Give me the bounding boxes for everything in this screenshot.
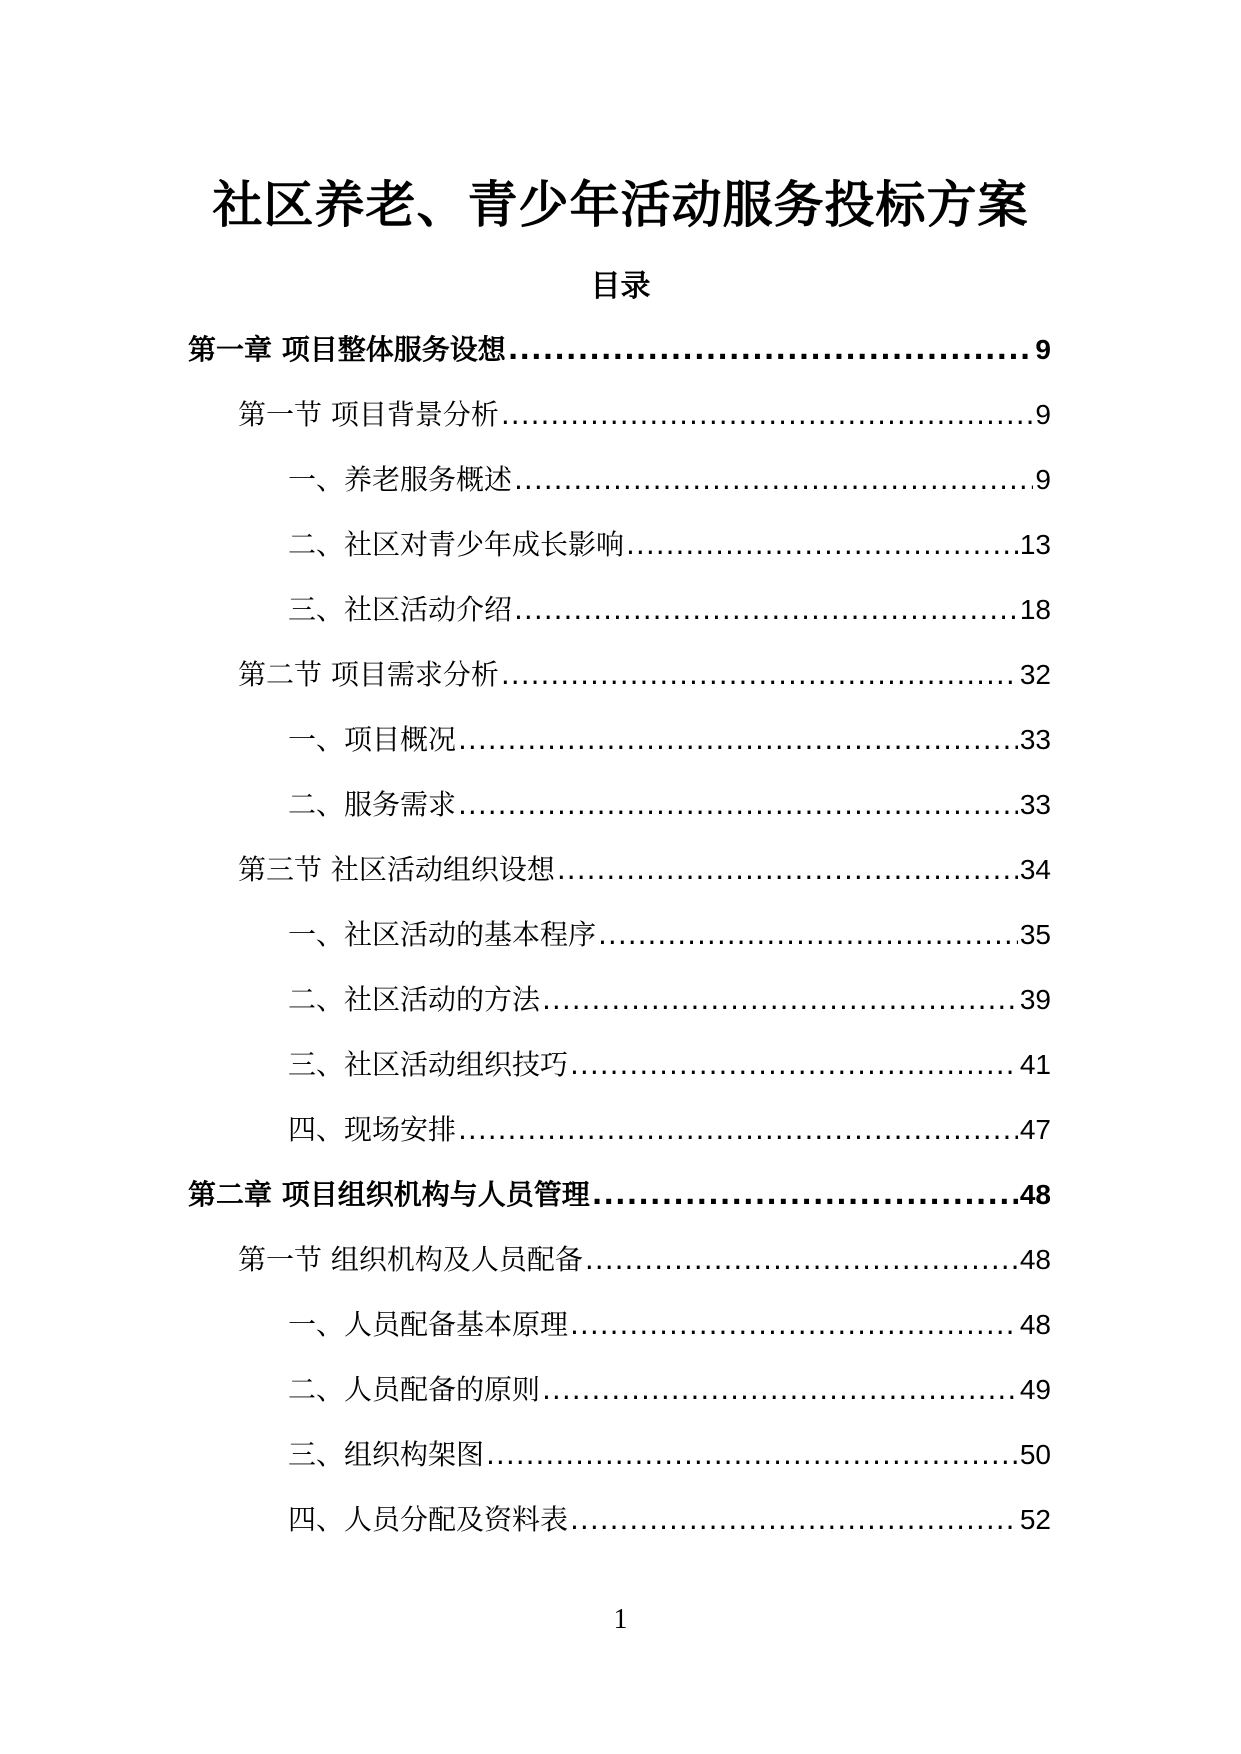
toc-entry-subsection[interactable] — [0, 1041, 1241, 1106]
toc-leader-dots — [598, 911, 1018, 959]
toc-entry-text: 第一节 项目背景分析 — [238, 398, 499, 431]
toc-entry-page: 48 — [1019, 1244, 1051, 1275]
toc-entry-chapter-2[interactable] — [0, 1171, 1241, 1236]
toc-entry-chapter-1[interactable] — [0, 326, 1241, 391]
toc-leader-dots — [486, 1431, 1018, 1479]
toc-entry-subsection[interactable] — [0, 911, 1241, 976]
page-number: 1 — [613, 1604, 628, 1635]
toc-entry-page: 41 — [1019, 1049, 1051, 1080]
toc-entry-subsection[interactable] — [0, 1431, 1241, 1496]
toc-entry-page: 13 — [1019, 529, 1051, 560]
toc-entry-page: 34 — [1019, 854, 1051, 885]
toc-entry-subsection[interactable] — [0, 521, 1241, 586]
toc-entry-text: 第三节 社区活动组织设想 — [238, 853, 555, 886]
toc-entry-page: 48 — [1019, 1179, 1051, 1210]
document-title: 社区养老、青少年活动服务投标方案 — [212, 176, 1029, 234]
toc-leader-dots — [570, 1496, 1018, 1544]
toc-entry-text: 二、社区对青少年成长影响 — [288, 528, 625, 561]
toc-entry-page: 48 — [1019, 1309, 1051, 1340]
toc-entry-text: 四、人员分配及资料表 — [288, 1503, 569, 1536]
toc-entry-text: 第一节 组织机构及人员配备 — [238, 1243, 583, 1276]
toc-entry-text: 四、现场安排 — [288, 1113, 457, 1146]
toc-leader-dots — [542, 976, 1018, 1024]
toc-entry-text: 第一章 项目整体服务设想 — [188, 333, 506, 366]
toc-entry-subsection[interactable] — [0, 1366, 1241, 1431]
toc-entry-page: 9 — [1035, 399, 1051, 430]
toc-leader-dots — [514, 586, 1018, 634]
toc-entry-subsection[interactable] — [0, 716, 1241, 781]
toc-entry-page: 18 — [1019, 594, 1051, 625]
toc-leader-dots — [501, 391, 1034, 439]
toc-leader-dots — [626, 521, 1018, 569]
toc-entry-page: 52 — [1019, 1504, 1051, 1535]
toc-entry-subsection[interactable] — [0, 456, 1241, 521]
toc-entry-text: 三、社区活动介绍 — [288, 593, 513, 626]
toc-heading: 目录 — [590, 269, 651, 304]
toc-entry-text: 一、养老服务概述 — [288, 463, 513, 496]
toc-entry-text: 二、服务需求 — [288, 788, 457, 821]
toc-entry-text: 一、人员配备基本原理 — [288, 1308, 569, 1341]
toc-leader-dots — [570, 1301, 1018, 1349]
toc-entry-text: 第二章 项目组织机构与人员管理 — [188, 1178, 590, 1211]
toc-leader-dots — [458, 716, 1018, 764]
toc-entry-page: 32 — [1019, 659, 1051, 690]
toc-leader-dots — [458, 1106, 1018, 1154]
toc-leader-dots — [514, 456, 1033, 504]
toc-entry-section[interactable] — [0, 651, 1241, 716]
toc-leader-dots — [501, 651, 1018, 699]
toc-entry-page: 9 — [1035, 334, 1051, 365]
toc-entry-subsection[interactable] — [0, 1496, 1241, 1561]
toc-entry-subsection[interactable] — [0, 1106, 1241, 1171]
toc-entry-text: 三、社区活动组织技巧 — [288, 1048, 569, 1081]
toc-entry-text: 一、社区活动的基本程序 — [288, 918, 597, 951]
table-of-contents — [0, 326, 1241, 1561]
toc-leader-dots — [458, 781, 1018, 829]
toc-leader-dots — [542, 1366, 1018, 1414]
toc-entry-page: 9 — [1035, 464, 1051, 495]
toc-entry-page: 35 — [1019, 919, 1051, 950]
toc-entry-text: 二、人员配备的原则 — [288, 1373, 541, 1406]
toc-entry-page: 47 — [1019, 1114, 1051, 1145]
toc-entry-subsection[interactable] — [0, 1301, 1241, 1366]
toc-entry-text: 三、组织构架图 — [288, 1438, 485, 1471]
toc-leader-dots — [570, 1041, 1018, 1089]
toc-entry-subsection[interactable] — [0, 586, 1241, 651]
toc-entry-page: 39 — [1019, 984, 1051, 1015]
toc-leader-dots — [592, 1171, 1018, 1219]
toc-entry-page: 50 — [1019, 1439, 1051, 1470]
toc-leader-dots — [585, 1236, 1018, 1284]
toc-entry-subsection[interactable] — [0, 781, 1241, 846]
toc-entry-page: 33 — [1019, 724, 1051, 755]
toc-entry-section[interactable] — [0, 391, 1241, 456]
toc-entry-subsection[interactable] — [0, 976, 1241, 1041]
toc-entry-section[interactable] — [0, 846, 1241, 911]
toc-entry-text: 二、社区活动的方法 — [288, 983, 541, 1016]
toc-entry-section[interactable] — [0, 1236, 1241, 1301]
toc-entry-text: 一、项目概况 — [288, 723, 457, 756]
toc-leader-dots — [557, 846, 1018, 894]
toc-entry-text: 第二节 项目需求分析 — [238, 658, 499, 691]
toc-leader-dots — [508, 326, 1034, 374]
toc-entry-page: 49 — [1019, 1374, 1051, 1405]
toc-entry-page: 33 — [1019, 789, 1051, 820]
